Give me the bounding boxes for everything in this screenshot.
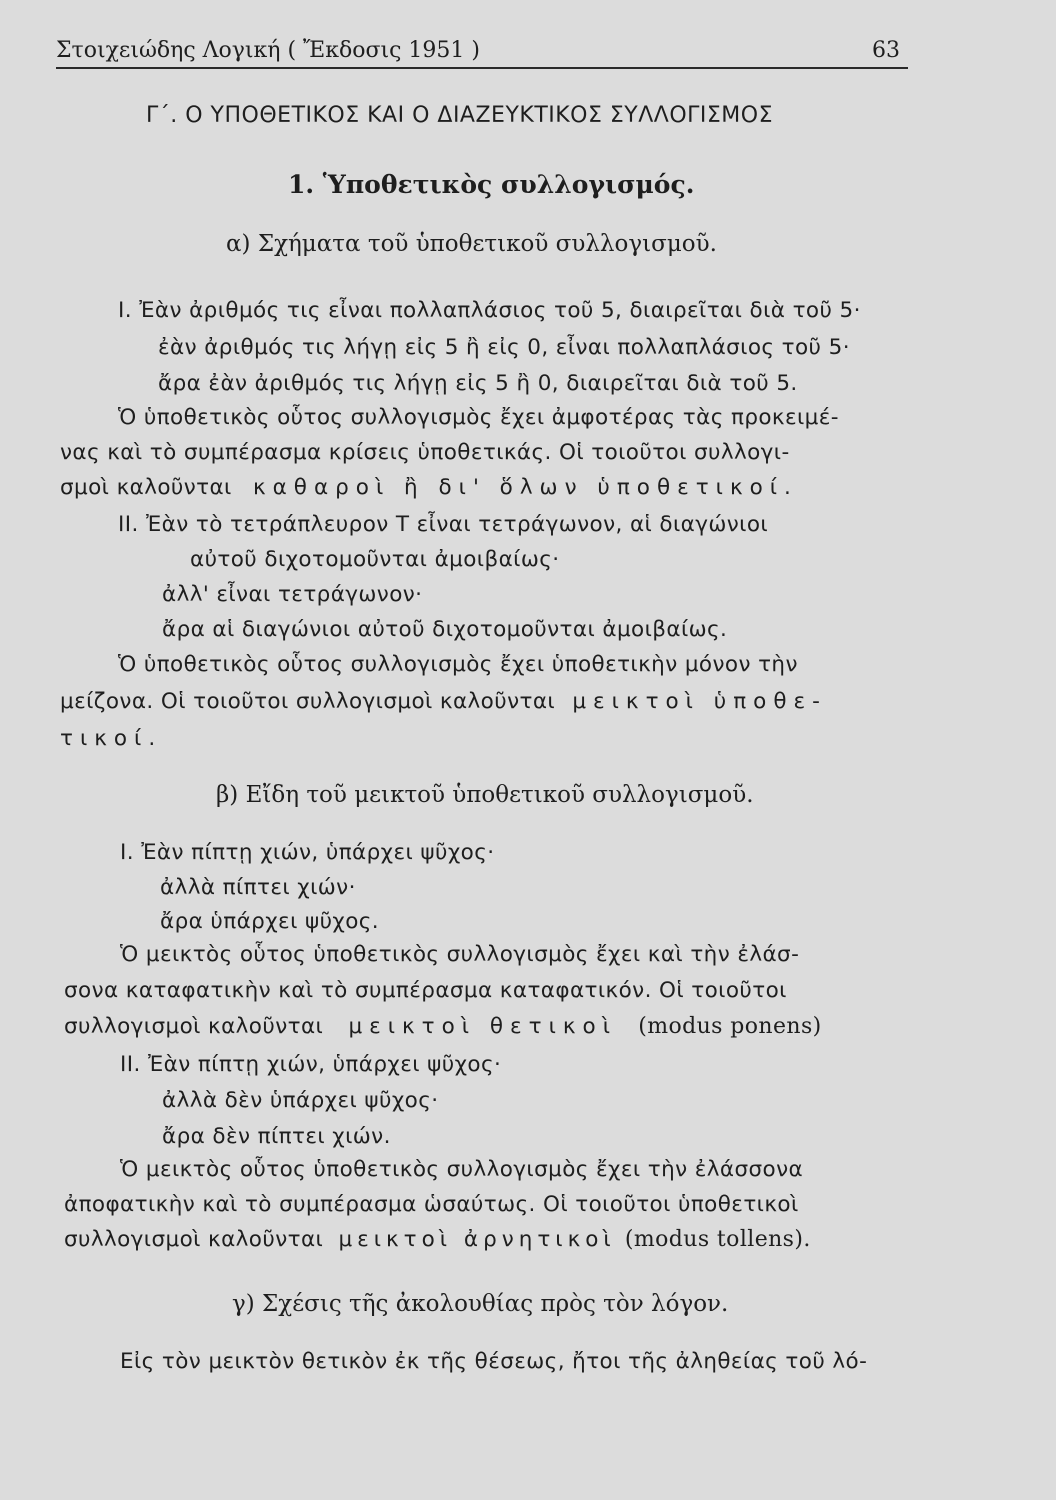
text-line [60, 473, 798, 503]
text-line: ἐὰν ἀριθμός τις λήγῃ εἰς 5 ἢ εἰς 0, εἶναι πολλαπλάσιος τοῦ 5· [158, 335, 850, 360]
subsection-a-title: α) Σχήματα τοῦ ὑποθετικοῦ συλλογισμοῦ. [226, 231, 717, 257]
text-line [60, 687, 827, 717]
emphasis-spaced: τικοί. [60, 726, 163, 751]
text-line: Ι. Ἐὰν ἀριθμός τις εἶναι πολλαπλάσιος τοῦ 5, διαιρεῖται διὰ τοῦ 5· [118, 298, 861, 323]
page-number: 63 [872, 38, 900, 63]
emphasis-spaced: μεικτοὶ θετικοὶ [348, 1014, 617, 1039]
text-line: Ι. Ἐὰν πίπτῃ χιών, ὑπάρχει ψῦχος· [120, 840, 495, 865]
emphasis-spaced: μεικτοὶ ἀρνητικοὶ [338, 1227, 616, 1252]
text-run: συλλογισμοὶ καλοῦνται [64, 1227, 324, 1252]
text-line: ἄρα ἐὰν ἀριθμός τις λήγῃ εἰς 5 ἢ 0, διαιρεῖται διὰ τοῦ 5. [158, 371, 798, 396]
subsection-c-title: γ) Σχέσις τῆς ἀκολουθίας πρὸς τὸν λόγον. [232, 1291, 729, 1317]
emphasis-spaced: μεικτοὶ ὑποθε- [572, 689, 827, 714]
text-line: Ὁ ὑποθετικὸς οὗτος συλλογισμὸς ἔχει ἀμφοτέρας τὰς προκειμέ- [118, 405, 839, 430]
subsection-b-title: β) Εἴδη τοῦ μεικτοῦ ὑποθετικοῦ συλλογισμοῦ. [216, 782, 754, 808]
latin-term: (modus tollens). [624, 1227, 811, 1252]
text-line: ἄρα αἱ διαγώνιοι αὐτοῦ διχοτομοῦνται ἀμοιβαίως. [162, 617, 728, 642]
text-line [64, 1225, 811, 1255]
header-rule [56, 67, 908, 69]
latin-term: (modus ponens) [638, 1014, 822, 1039]
text-line: ἀποφατικὴν καὶ τὸ συμπέρασμα ὡσαύτως. Οἱ τοιοῦτοι ὑποθετικοὶ [64, 1192, 799, 1217]
running-title: Στοιχειώδης Λογική ( Ἔκδοσις 1951 ) [56, 38, 480, 63]
text-line: ἄρα ὑπάρχει ψῦχος. [160, 909, 380, 934]
text-line: ἄρα δὲν πίπτει χιών. [162, 1124, 391, 1149]
text-line: ἀλλὰ δὲν ὑπάρχει ψῦχος· [162, 1088, 439, 1113]
chapter-title: Γ΄. Ο ΥΠΟΘΕΤΙΚΟΣ ΚΑΙ Ο ΔΙΑΖΕΥΚΤΙΚΟΣ ΣΥΛΛΟΓΙΣΜΟΣ [146, 103, 773, 128]
text-line: ΙΙ. Ἐὰν πίπτῃ χιών, ὑπάρχει ψῦχος· [120, 1052, 502, 1077]
text-line: νας καὶ τὸ συμπέρασμα κρίσεις ὑποθετικάς. Οἱ τοιοῦτοι συλλογι- [60, 440, 790, 465]
text-line: αὐτοῦ διχοτομοῦνται ἀμοιβαίως· [190, 547, 560, 572]
text-line: Ὁ μεικτὸς οὗτος ὑποθετικὸς συλλογισμὸς ἔχει τὴν ἐλάσσονα [120, 1157, 804, 1182]
text-run: σμοὶ καλοῦνται [60, 475, 232, 500]
text-run: συλλογισμοὶ καλοῦνται [64, 1014, 324, 1039]
emphasis-spaced: καθαροὶ ἢ δι' ὅλων ὑποθετικοί. [252, 475, 798, 500]
text-line: σονα καταφατικὴν καὶ τὸ συμπέρασμα καταφατικόν. Οἱ τοιοῦτοι [64, 978, 787, 1003]
text-line: Ὁ μεικτὸς οὗτος ὑποθετικὸς συλλογισμὸς ἔχει καὶ τὴν ἐλάσ- [120, 942, 800, 967]
text-line: ἀλλὰ πίπτει χιών· [160, 875, 356, 900]
text-line: Ὁ ὑποθετικὸς οὗτος συλλογισμὸς ἔχει ὑποθετικὴν μόνον τὴν [118, 652, 798, 677]
text-line: ἀλλ' εἶναι τετράγωνον· [162, 582, 423, 607]
section-title: 1. Ὑποθετικὸς συλλογισμός. [288, 170, 695, 199]
text-run: μείζονα. Οἱ τοιοῦτοι συλλογισμοὶ καλοῦνται [60, 689, 556, 714]
text-line [64, 1012, 822, 1042]
text-line: ΙΙ. Ἐὰν τὸ τετράπλευρον Τ εἶναι τετράγωνον, αἱ διαγώνιοι [118, 512, 769, 537]
text-line: Εἰς τὸν μεικτὸν θετικὸν ἐκ τῆς θέσεως, ἤτοι τῆς ἀληθείας τοῦ λό- [120, 1349, 868, 1374]
